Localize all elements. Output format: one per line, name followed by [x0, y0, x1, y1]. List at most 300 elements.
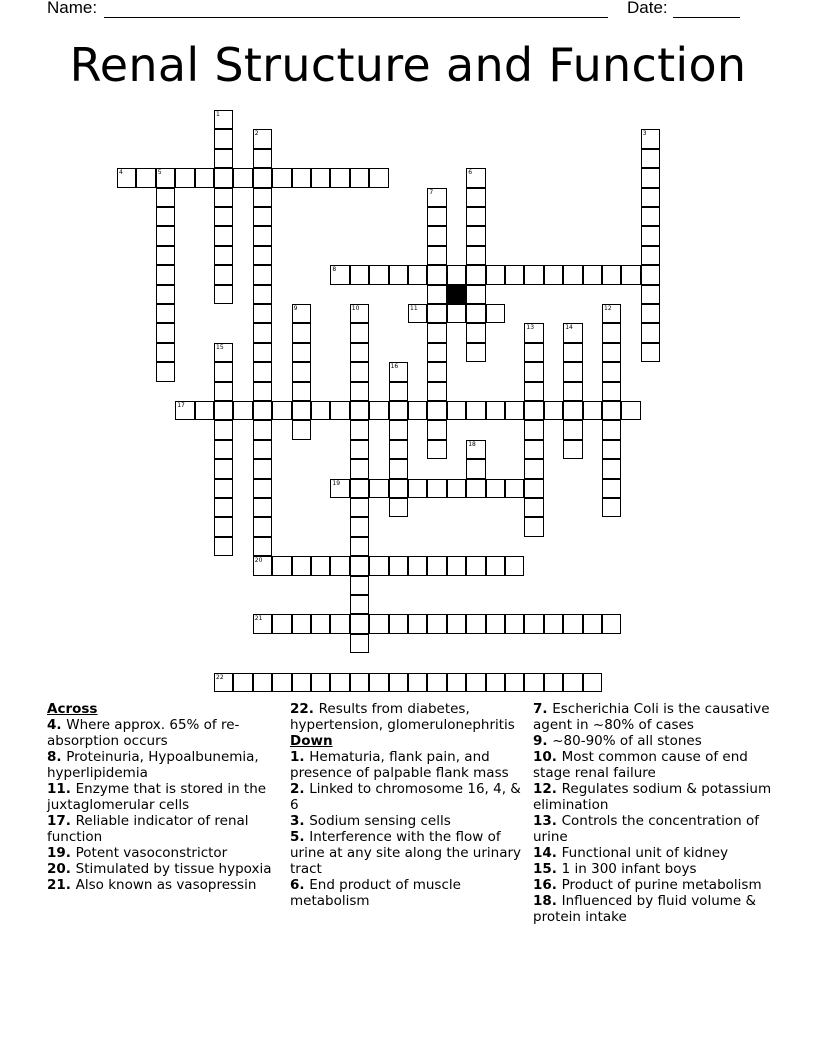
grid-cell[interactable]: [389, 401, 408, 420]
clue-number-label: 12.: [533, 781, 562, 797]
grid-cell[interactable]: [350, 420, 369, 439]
grid-cell[interactable]: [427, 420, 446, 439]
grid-cell[interactable]: [350, 440, 369, 459]
clue-text: Sodium sensing cells: [309, 813, 451, 829]
clue-text: Product of purine metabolism: [561, 877, 762, 893]
grid-cell[interactable]: [253, 614, 272, 633]
grid-cell[interactable]: [427, 362, 446, 381]
clue-column-2: [290, 701, 530, 909]
grid-cell[interactable]: [253, 343, 272, 362]
grid-cell[interactable]: [233, 168, 252, 187]
clue-column-1: [47, 701, 287, 893]
grid-cell[interactable]: [330, 265, 349, 284]
grid-cell[interactable]: [156, 265, 175, 284]
grid-cell[interactable]: [369, 265, 388, 284]
grid-cell[interactable]: [486, 673, 505, 692]
grid-cell[interactable]: [544, 265, 563, 284]
clue-text: Interference with the flow of urine at any site along the urinary tract: [290, 829, 522, 877]
grid-cell[interactable]: [505, 556, 524, 575]
grid-cell[interactable]: [350, 576, 369, 595]
grid-cell[interactable]: [583, 401, 602, 420]
grid-cell[interactable]: [214, 110, 233, 129]
grid-cell[interactable]: [602, 479, 621, 498]
grid-cell[interactable]: [156, 323, 175, 342]
grid-cell[interactable]: [389, 459, 408, 478]
grid-cell[interactable]: [427, 382, 446, 401]
grid-cell[interactable]: [292, 323, 311, 342]
grid-cell[interactable]: [272, 168, 291, 187]
grid-cell[interactable]: [524, 323, 543, 342]
grid-cell[interactable]: [272, 673, 291, 692]
grid-cell[interactable]: [214, 285, 233, 304]
grid-cell[interactable]: [447, 304, 466, 323]
grid-cell[interactable]: [447, 614, 466, 633]
grid-cell[interactable]: [524, 517, 543, 536]
down-clue-list-2: [533, 701, 773, 925]
grid-cell[interactable]: [369, 479, 388, 498]
grid-cell[interactable]: [253, 207, 272, 226]
across-clue-22: [290, 701, 530, 733]
clue-text: Also known as vasopressin: [75, 877, 257, 893]
grid-cell[interactable]: [253, 382, 272, 401]
grid-cell[interactable]: [175, 401, 194, 420]
grid-cell[interactable]: [214, 343, 233, 362]
grid-cell[interactable]: [641, 343, 660, 362]
grid-cell[interactable]: [214, 440, 233, 459]
grid-cell[interactable]: [156, 362, 175, 381]
grid-cell[interactable]: [389, 614, 408, 633]
grid-cell[interactable]: [466, 440, 485, 459]
grid-cell[interactable]: [292, 343, 311, 362]
grid-cell[interactable]: [253, 188, 272, 207]
grid-cell[interactable]: [389, 479, 408, 498]
grid-cell[interactable]: [214, 168, 233, 187]
grid-cell[interactable]: [544, 614, 563, 633]
grid-cell[interactable]: [427, 207, 446, 226]
grid-cell[interactable]: [447, 401, 466, 420]
clue-text: Functional unit of kidney: [561, 845, 729, 861]
grid-cell[interactable]: [350, 304, 369, 323]
grid-cell[interactable]: [350, 265, 369, 284]
grid-cell[interactable]: [156, 246, 175, 265]
grid-cell[interactable]: [350, 498, 369, 517]
grid-cell[interactable]: [427, 285, 446, 304]
grid-cell[interactable]: [330, 479, 349, 498]
grid-cell[interactable]: [602, 420, 621, 439]
grid-cell[interactable]: [214, 673, 233, 692]
grid-cell[interactable]: [427, 226, 446, 245]
grid-cell[interactable]: [408, 673, 427, 692]
grid-cell[interactable]: [583, 614, 602, 633]
clue-number: 16: [390, 363, 399, 371]
grid-cell[interactable]: [292, 401, 311, 420]
grid-cell[interactable]: [156, 188, 175, 207]
grid-cell[interactable]: [350, 323, 369, 342]
grid-cell[interactable]: [214, 188, 233, 207]
grid-cell[interactable]: [447, 556, 466, 575]
down-clue-16: [533, 877, 773, 893]
clue-text: Hematuria, flank pain, and presence of palpable flank mass: [290, 749, 509, 781]
grid-cell[interactable]: [427, 246, 446, 265]
grid-cell[interactable]: [350, 479, 369, 498]
grid-cell[interactable]: [311, 556, 330, 575]
grid-cell[interactable]: [602, 401, 621, 420]
grid-cell[interactable]: [253, 440, 272, 459]
grid-cell[interactable]: [427, 673, 446, 692]
grid-cell[interactable]: [466, 265, 485, 284]
grid-cell[interactable]: [117, 168, 136, 187]
grid-cell[interactable]: [486, 479, 505, 498]
across-clue-20: [47, 861, 287, 877]
grid-cell[interactable]: [233, 401, 252, 420]
grid-cell[interactable]: [156, 168, 175, 187]
grid-cell[interactable]: [330, 556, 349, 575]
grid-cell[interactable]: [330, 614, 349, 633]
grid-cell[interactable]: [641, 188, 660, 207]
grid-cell[interactable]: [505, 401, 524, 420]
grid-cell[interactable]: [233, 673, 252, 692]
clue-number-label: 13.: [533, 813, 562, 829]
grid-cell[interactable]: [389, 265, 408, 284]
grid-cell[interactable]: [563, 614, 582, 633]
grid-cell[interactable]: [350, 401, 369, 420]
grid-cell[interactable]: [292, 362, 311, 381]
grid-cell[interactable]: [583, 265, 602, 284]
grid-cell[interactable]: [214, 265, 233, 284]
clue-number: 10: [351, 305, 360, 312]
down-clue-7: [533, 701, 773, 733]
down-clue-12: [533, 781, 773, 813]
grid-cell[interactable]: [466, 226, 485, 245]
grid-cell[interactable]: [136, 168, 155, 187]
clue-number-label: 1.: [290, 749, 310, 765]
grid-cell[interactable]: [524, 440, 543, 459]
grid-cell[interactable]: [466, 304, 485, 323]
grid-cell[interactable]: [602, 614, 621, 633]
grid-cell[interactable]: [427, 323, 446, 342]
grid-cell[interactable]: [524, 479, 543, 498]
grid-cell[interactable]: [253, 498, 272, 517]
grid-cell[interactable]: [350, 673, 369, 692]
grid-cell[interactable]: [175, 168, 194, 187]
grid-cell[interactable]: [447, 265, 466, 284]
grid-cell[interactable]: [272, 556, 291, 575]
grid-cell[interactable]: [466, 556, 485, 575]
down-clue-9: [533, 733, 773, 749]
grid-cell[interactable]: [253, 304, 272, 323]
grid-cell[interactable]: [641, 207, 660, 226]
grid-cell[interactable]: [311, 614, 330, 633]
grid-cell[interactable]: [524, 498, 543, 517]
grid-cell[interactable]: [311, 168, 330, 187]
grid-cell[interactable]: [486, 614, 505, 633]
grid-cell[interactable]: [389, 382, 408, 401]
clue-number-label: 14.: [533, 845, 562, 861]
grid-cell[interactable]: [602, 498, 621, 517]
grid-cell[interactable]: [408, 265, 427, 284]
grid-cell[interactable]: [505, 265, 524, 284]
grid-cell[interactable]: [369, 556, 388, 575]
grid-cell[interactable]: [641, 246, 660, 265]
grid-cell[interactable]: [602, 343, 621, 362]
grid-cell[interactable]: [214, 226, 233, 245]
grid-cell[interactable]: [292, 382, 311, 401]
grid-cell[interactable]: [350, 459, 369, 478]
grid-cell[interactable]: [369, 401, 388, 420]
grid-cell[interactable]: [524, 614, 543, 633]
grid-cell[interactable]: [253, 537, 272, 556]
grid-cell[interactable]: [641, 226, 660, 245]
grid-cell[interactable]: [156, 343, 175, 362]
clue-text: End product of muscle metabolism: [290, 877, 461, 909]
grid-cell[interactable]: [524, 343, 543, 362]
grid-cell[interactable]: [466, 673, 485, 692]
grid-cell[interactable]: [292, 673, 311, 692]
grid-cell[interactable]: [466, 246, 485, 265]
grid-cell[interactable]: [272, 614, 291, 633]
clue-text: Proteinuria, Hypoalbunemia, hyperlipidemia: [47, 749, 259, 781]
grid-cell[interactable]: [524, 362, 543, 381]
grid-cell[interactable]: [563, 265, 582, 284]
grid-cell[interactable]: [563, 362, 582, 381]
grid-cell[interactable]: [427, 614, 446, 633]
grid-cell[interactable]: [253, 362, 272, 381]
grid-cell[interactable]: [350, 634, 369, 653]
grid-cell[interactable]: [602, 323, 621, 342]
clue-number-label: 7.: [533, 701, 553, 717]
clue-number-label: 19.: [47, 845, 76, 861]
grid-cell[interactable]: [214, 362, 233, 381]
grid-cell[interactable]: [156, 304, 175, 323]
grid-cell[interactable]: [253, 401, 272, 420]
grid-cell[interactable]: [505, 673, 524, 692]
grid-cell[interactable]: [524, 420, 543, 439]
grid-cell[interactable]: [253, 226, 272, 245]
grid-cell[interactable]: [524, 382, 543, 401]
grid-cell[interactable]: [563, 420, 582, 439]
grid-cell[interactable]: [214, 479, 233, 498]
grid-cell[interactable]: [563, 673, 582, 692]
grid-cell[interactable]: [292, 168, 311, 187]
grid-cell[interactable]: [253, 149, 272, 168]
grid-cell[interactable]: [214, 537, 233, 556]
grid-cell[interactable]: [253, 285, 272, 304]
grid-cell[interactable]: [156, 207, 175, 226]
grid-cell[interactable]: [563, 440, 582, 459]
down-clue-18: [533, 893, 773, 925]
grid-cell[interactable]: [214, 129, 233, 148]
grid-cell[interactable]: [253, 517, 272, 536]
clue-number: 13: [526, 324, 535, 332]
grid-cell[interactable]: [214, 517, 233, 536]
grid-cell[interactable]: [253, 129, 272, 148]
grid-cell[interactable]: [350, 595, 369, 614]
grid-cell[interactable]: [253, 323, 272, 342]
grid-cell[interactable]: [544, 401, 563, 420]
grid-cell[interactable]: [524, 265, 543, 284]
clue-number: 1: [216, 111, 220, 118]
across-clue-21: [47, 877, 287, 893]
grid-cell[interactable]: [350, 537, 369, 556]
grid-cell[interactable]: [427, 343, 446, 362]
grid-cell[interactable]: [466, 168, 485, 187]
grid-cell[interactable]: [427, 304, 446, 323]
grid-cell[interactable]: [408, 556, 427, 575]
grid-cell[interactable]: [350, 517, 369, 536]
grid-cell[interactable]: [447, 479, 466, 498]
across-clue-19: [47, 845, 287, 861]
grid-cell[interactable]: [466, 323, 485, 342]
grid-cell[interactable]: [486, 556, 505, 575]
grid-cell[interactable]: [253, 479, 272, 498]
grid-cell[interactable]: [330, 401, 349, 420]
grid-cell[interactable]: [505, 479, 524, 498]
grid-cell[interactable]: [641, 323, 660, 342]
clue-text: Influenced by fluid volume & protein intake: [533, 893, 757, 925]
grid-cell[interactable]: [621, 265, 640, 284]
grid-cell[interactable]: [466, 207, 485, 226]
clue-number-label: 4.: [47, 717, 67, 733]
grid-cell[interactable]: [524, 673, 543, 692]
grid-cell[interactable]: [466, 401, 485, 420]
grid-cell[interactable]: [602, 440, 621, 459]
grid-cell[interactable]: [292, 304, 311, 323]
clue-number-label: 20.: [47, 861, 76, 877]
grid-cell[interactable]: [602, 459, 621, 478]
clue-number: 22: [216, 673, 224, 681]
grid-cell[interactable]: [641, 285, 660, 304]
grid-cell[interactable]: [214, 246, 233, 265]
grid-cell[interactable]: [214, 382, 233, 401]
clue-number: 21: [254, 615, 263, 623]
grid-cell[interactable]: [524, 401, 543, 420]
grid-cell[interactable]: [447, 673, 466, 692]
grid-cell[interactable]: [641, 129, 660, 148]
grid-cell[interactable]: [427, 556, 446, 575]
grid-cell[interactable]: [466, 285, 485, 304]
clue-number: 14: [565, 324, 573, 332]
grid-cell[interactable]: [427, 265, 446, 284]
grid-cell[interactable]: [505, 614, 524, 633]
grid-cell[interactable]: [253, 168, 272, 187]
grid-cell[interactable]: [563, 323, 582, 342]
grid-cell[interactable]: [602, 382, 621, 401]
grid-cell[interactable]: [292, 614, 311, 633]
grid-cell[interactable]: [427, 479, 446, 498]
date-label: Date:: [627, 0, 668, 17]
grid-cell[interactable]: [583, 673, 602, 692]
grid-cell[interactable]: [214, 498, 233, 517]
grid-cell[interactable]: [641, 168, 660, 187]
down-clue-15: [533, 861, 773, 877]
grid-cell[interactable]: [389, 420, 408, 439]
grid-cell[interactable]: [350, 556, 369, 575]
clue-number: 4: [119, 169, 123, 177]
grid-cell[interactable]: [253, 420, 272, 439]
grid-cell[interactable]: [408, 401, 427, 420]
grid-cell[interactable]: [350, 168, 369, 187]
grid-cell[interactable]: [253, 246, 272, 265]
grid-cell[interactable]: [621, 401, 640, 420]
grid-cell[interactable]: [466, 459, 485, 478]
grid-cell[interactable]: [466, 343, 485, 362]
grid-cell[interactable]: [350, 382, 369, 401]
grid-cell[interactable]: [563, 343, 582, 362]
grid-cell[interactable]: [253, 556, 272, 575]
grid-cell[interactable]: [389, 556, 408, 575]
grid-cell[interactable]: [641, 265, 660, 284]
grid-cell[interactable]: [466, 614, 485, 633]
grid-cell[interactable]: [641, 149, 660, 168]
clue-number-label: 10.: [533, 749, 562, 765]
grid-cell[interactable]: [214, 420, 233, 439]
grid-cell[interactable]: [350, 362, 369, 381]
grid-cell[interactable]: [330, 168, 349, 187]
grid-cell[interactable]: [408, 479, 427, 498]
clue-number: 17: [177, 402, 185, 409]
grid-cell[interactable]: [253, 673, 272, 692]
grid-cell[interactable]: [311, 673, 330, 692]
grid-cell[interactable]: [253, 459, 272, 478]
grid-cell[interactable]: [389, 498, 408, 517]
clue-number: 19: [332, 479, 341, 487]
grid-cell[interactable]: [369, 673, 388, 692]
grid-cell[interactable]: [369, 168, 388, 187]
grid-cell[interactable]: [272, 401, 291, 420]
grid-cell[interactable]: [408, 304, 427, 323]
grid-cell[interactable]: [427, 401, 446, 420]
grid-cell[interactable]: [214, 459, 233, 478]
grid-cell[interactable]: [389, 440, 408, 459]
grid-cell[interactable]: [311, 401, 330, 420]
grid-cell[interactable]: [544, 673, 563, 692]
grid-cell[interactable]: [486, 265, 505, 284]
grid-cell[interactable]: [602, 265, 621, 284]
grid-cell[interactable]: [389, 673, 408, 692]
grid-cell[interactable]: [641, 304, 660, 323]
grid-cell[interactable]: [466, 479, 485, 498]
grid-cell[interactable]: [214, 401, 233, 420]
grid-cell[interactable]: [427, 440, 446, 459]
grid-cell[interactable]: [563, 401, 582, 420]
grid-cell[interactable]: [486, 401, 505, 420]
grid-cell[interactable]: [253, 265, 272, 284]
grid-cell[interactable]: [156, 285, 175, 304]
grid-cell[interactable]: [427, 188, 446, 207]
grid-cell[interactable]: [195, 168, 214, 187]
grid-cell[interactable]: [350, 614, 369, 633]
grid-cell[interactable]: [466, 188, 485, 207]
grid-cell[interactable]: [292, 420, 311, 439]
grid-cell[interactable]: [563, 382, 582, 401]
grid-cell[interactable]: [602, 304, 621, 323]
clue-number: 18: [468, 440, 476, 448]
grid-cell[interactable]: [524, 459, 543, 478]
grid-cell[interactable]: [350, 343, 369, 362]
grid-cell[interactable]: [214, 207, 233, 226]
grid-cell[interactable]: [156, 226, 175, 245]
grid-cell[interactable]: [195, 401, 214, 420]
grid-cell[interactable]: [330, 673, 349, 692]
grid-cell[interactable]: [214, 149, 233, 168]
grid-cell[interactable]: [292, 556, 311, 575]
grid-cell[interactable]: [408, 614, 427, 633]
grid-cell[interactable]: [369, 614, 388, 633]
grid-cell[interactable]: [389, 362, 408, 381]
grid-cell[interactable]: [486, 304, 505, 323]
clue-number-label: 17.: [47, 813, 76, 829]
grid-cell[interactable]: [602, 362, 621, 381]
